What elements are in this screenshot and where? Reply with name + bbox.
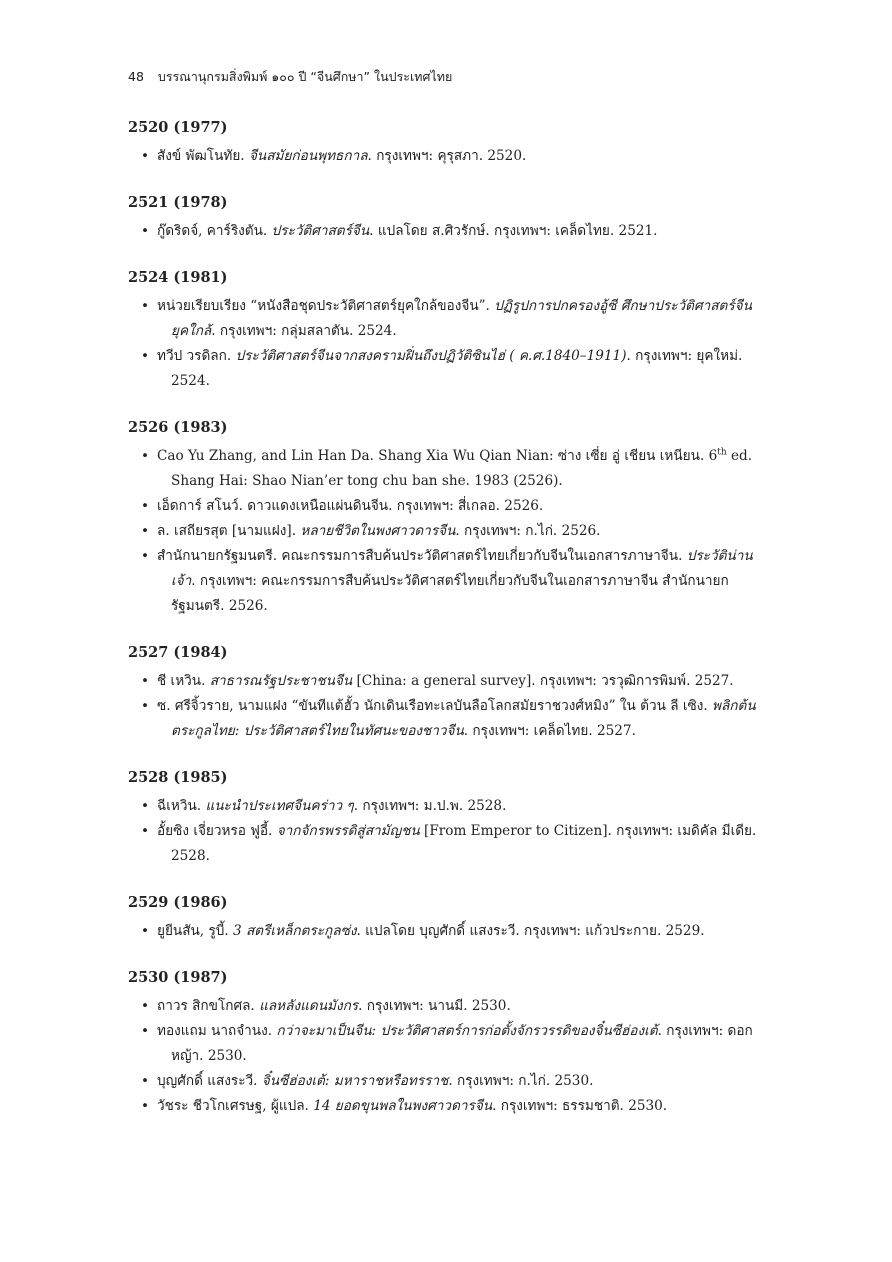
entry-list (128, 219, 768, 244)
bibliography-entry (128, 444, 768, 494)
bibliography-entry (128, 819, 768, 869)
entry-text: ed. Shang Hai: Shao Nian’er tong chu ban she. 1983 (2526). (171, 448, 753, 489)
entry-list (128, 144, 768, 169)
bullet-icon: • (141, 1073, 150, 1089)
entry-list (128, 794, 768, 869)
bibliography-entry (128, 794, 768, 819)
bibliography-entry (128, 494, 768, 519)
entry-title: สาธารณรัฐประชาชนจีน (209, 673, 353, 689)
bibliography-entry (128, 1094, 768, 1119)
entry-text: . กรุงเทพฯ: คุรุสภา. 2520. (367, 148, 527, 164)
entry-text: . กรุงเทพฯ: คณะกรรมการสืบค้นประวัติศาสตร์ไทยเกี่ยวกับจีนในเอกสารภาษาจีน สำนักนายกรัฐมนตรี. 2526. (171, 573, 729, 614)
entry-text: บุญศักดิ์ แสงระวี. (157, 1073, 262, 1089)
entry-text: . กรุงเทพฯ: ธรรมชาติ. 2530. (492, 1098, 668, 1114)
bullet-icon: • (141, 1023, 150, 1039)
page-number: 48 (128, 69, 144, 84)
entry-title: พลิกต้นตระกูลไทย: ประวัติศาสตร์ไทยในทัศนะของชาวจีน (171, 698, 756, 739)
entry-text: กู๊ดริดจ์, คาร์ริงตัน. (157, 223, 272, 239)
entry-title: ประวัติน่านเจ้า (171, 548, 753, 589)
entry-list (128, 444, 768, 619)
entry-text: ยูยีนสัน, รูบี้. (157, 923, 234, 939)
year-section (128, 893, 768, 944)
bullet-icon: • (141, 498, 150, 514)
entry-text: . แปลโดย ส.ศิวรักษ์. กรุงเทพฯ: เคล็ดไทย. 2521. (369, 223, 658, 239)
entry-text: . แปลโดย บุญศักดิ์ แสงระวี. กรุงเทพฯ: แก้วประกาย. 2529. (356, 923, 705, 939)
year-heading: 2529 (1986) (128, 894, 228, 911)
year-section (128, 118, 768, 169)
year-heading: 2526 (1983) (128, 419, 228, 436)
year-section (128, 768, 768, 869)
entry-title: ปฏิรูปการปกครองอู้ซี ศึกษาประวัติศาสตร์จีนยุคใกล้ (171, 298, 752, 339)
bibliography-entry (128, 519, 768, 544)
entry-title: ประวัติศาสตร์จีนจากสงครามฝิ่นถึงปฏิวัติซินไฮ่ ( ค.ศ.1840–1911) (235, 348, 627, 364)
entry-title: หลายชีวิตในพงศาวดารจีน (300, 523, 456, 539)
entry-title: จีนสมัยก่อนพุทธกาล (248, 148, 368, 164)
entry-text: ฉีเหวิน. (157, 798, 206, 814)
entry-text: ซ. ศรีจิ้วราย, นามแฝง “ขันทีแต้ฮั้ว นักเดินเรือทะเลบันลือโลกสมัยราชวงศ์หมิง” ใน ต้วน ลี เซิง. (157, 698, 713, 714)
entry-text: . กรุงเทพฯ: ก.ไก่. 2526. (455, 523, 601, 539)
bibliography-entry (128, 294, 768, 344)
year-section (128, 268, 768, 394)
entry-text: . กรุงเทพฯ: ดอกหญ้า. 2530. (171, 1023, 753, 1064)
entry-superscript: th (717, 447, 727, 458)
entry-text: . กรุงเทพฯ: เคล็ดไทย. 2527. (463, 723, 636, 739)
entry-title: 3 สตรีเหล็กตระกูลซ่ง (233, 923, 357, 939)
entry-text: Cao Yu Zhang, and Lin Han Da. Shang Xia Wu Qian Nian: ซ่าง เซี่ย อู่ เชียน เหนียน. 6 (157, 448, 718, 464)
year-heading: 2527 (1984) (128, 644, 228, 661)
bullet-icon: • (141, 298, 150, 314)
entry-title: กว่าจะมาเป็นจีน: ประวัติศาสตร์การก่อตั้งจักรวรรดิของจิ๋นซีฮ่องเต้ (276, 1023, 658, 1039)
year-section (128, 418, 768, 619)
entry-title: จากจักรพรรดิสู่สามัญชน (276, 823, 420, 839)
entry-text: สำนักนายกรัฐมนตรี. คณะกรรมการสืบค้นประวัติศาสตร์ไทยเกี่ยวกับจีนในเอกสารภาษาจีน. (157, 548, 687, 564)
entry-text: ทวีป วรดิลก. (157, 348, 236, 364)
bullet-icon: • (141, 1098, 150, 1114)
entry-text: อั้ยซิง เจี่ยวหรอ ฟูอี้. (157, 823, 277, 839)
bibliography-entry (128, 919, 768, 944)
year-heading: 2530 (1987) (128, 969, 228, 986)
entry-text: ชี เหวิน. (157, 673, 210, 689)
bullet-icon: • (141, 823, 150, 839)
year-heading: 2524 (1981) (128, 269, 228, 286)
bibliography-entry (128, 144, 768, 169)
year-heading: 2528 (1985) (128, 769, 228, 786)
entry-title: แลหลังแดนมังกร (259, 998, 359, 1014)
entry-list (128, 994, 768, 1119)
entry-list (128, 669, 768, 744)
entry-text: วัชระ ชีวโกเศรษฐ, ผู้แปล. (157, 1098, 314, 1114)
entry-text: . กรุงเทพฯ: กลุ่มสลาตัน. 2524. (211, 323, 397, 339)
bibliography-entry (128, 994, 768, 1019)
entry-text: สังข์ พัฒโนทัย. (157, 148, 249, 164)
entry-text: . กรุงเทพฯ: ม.ป.พ. 2528. (353, 798, 507, 814)
bullet-icon: • (141, 523, 150, 539)
running-header (128, 67, 452, 87)
entry-title: จิ๋นซีฮ่องเต้: มหาราชหรือทรราช (261, 1073, 449, 1089)
entry-text: [China: a general survey]. กรุงเทพฯ: วรวุฒิการพิมพ์. 2527. (352, 673, 734, 689)
bibliography-entry (128, 544, 768, 619)
entry-text: ทองแถม นาถจำนง. (157, 1023, 277, 1039)
bibliography-entry (128, 694, 768, 744)
bullet-icon: • (141, 548, 150, 564)
bibliography-entry (128, 1069, 768, 1094)
year-heading: 2521 (1978) (128, 194, 228, 211)
bullet-icon: • (141, 223, 150, 239)
bullet-icon: • (141, 698, 150, 714)
year-heading: 2520 (1977) (128, 119, 228, 136)
bullet-icon: • (141, 798, 150, 814)
bullet-icon: • (141, 348, 150, 364)
year-section (128, 193, 768, 244)
entry-text: [From Emperor to Citizen]. กรุงเทพฯ: เมดิคัล มีเดีย. 2528. (171, 823, 757, 864)
year-section (128, 643, 768, 744)
entry-text: ถาวร สิกขโกศล. (157, 998, 260, 1014)
bibliography-body (128, 118, 768, 1143)
entry-text: . กรุงเทพฯ: ยุคใหม่. 2524. (171, 348, 743, 389)
bibliography-entry (128, 669, 768, 694)
bibliography-entry (128, 344, 768, 394)
bullet-icon: • (141, 448, 150, 464)
bibliography-entry (128, 1019, 768, 1069)
running-title: บรรณานุกรมสิ่งพิมพ์ ๑๐๐ ปี “จีนศึกษา” ในประเทศไทย (157, 69, 453, 84)
bullet-icon: • (141, 998, 150, 1014)
entry-text: หน่วยเรียบเรียง “หนังสือชุดประวัติศาสตร์ยุคใกล้ของจีน”. (157, 298, 495, 314)
entry-text: . กรุงเทพฯ: นานมี. 2530. (358, 998, 511, 1014)
year-section (128, 968, 768, 1119)
entry-list (128, 919, 768, 944)
bibliography-entry (128, 219, 768, 244)
bullet-icon: • (141, 148, 150, 164)
entry-text: เอ็ดการ์ สโนว์. ดาวแดงเหนือแผ่นดินจีน. กรุงเทพฯ: สี่เกลอ. 2526. (157, 498, 544, 514)
entry-list (128, 294, 768, 394)
bullet-icon: • (141, 923, 150, 939)
entry-text: . กรุงเทพฯ: ก.ไก่. 2530. (448, 1073, 594, 1089)
entry-title: ประวัติศาสตร์จีน (271, 223, 370, 239)
entry-title: แนะนำประเทศจีนคร่าว ๆ (205, 798, 354, 814)
bullet-icon: • (141, 673, 150, 689)
entry-text: ล. เสถียรสุต [นามแฝง]. (157, 523, 301, 539)
entry-title: 14 ยอดขุนพลในพงศาวดารจีน (313, 1098, 493, 1114)
